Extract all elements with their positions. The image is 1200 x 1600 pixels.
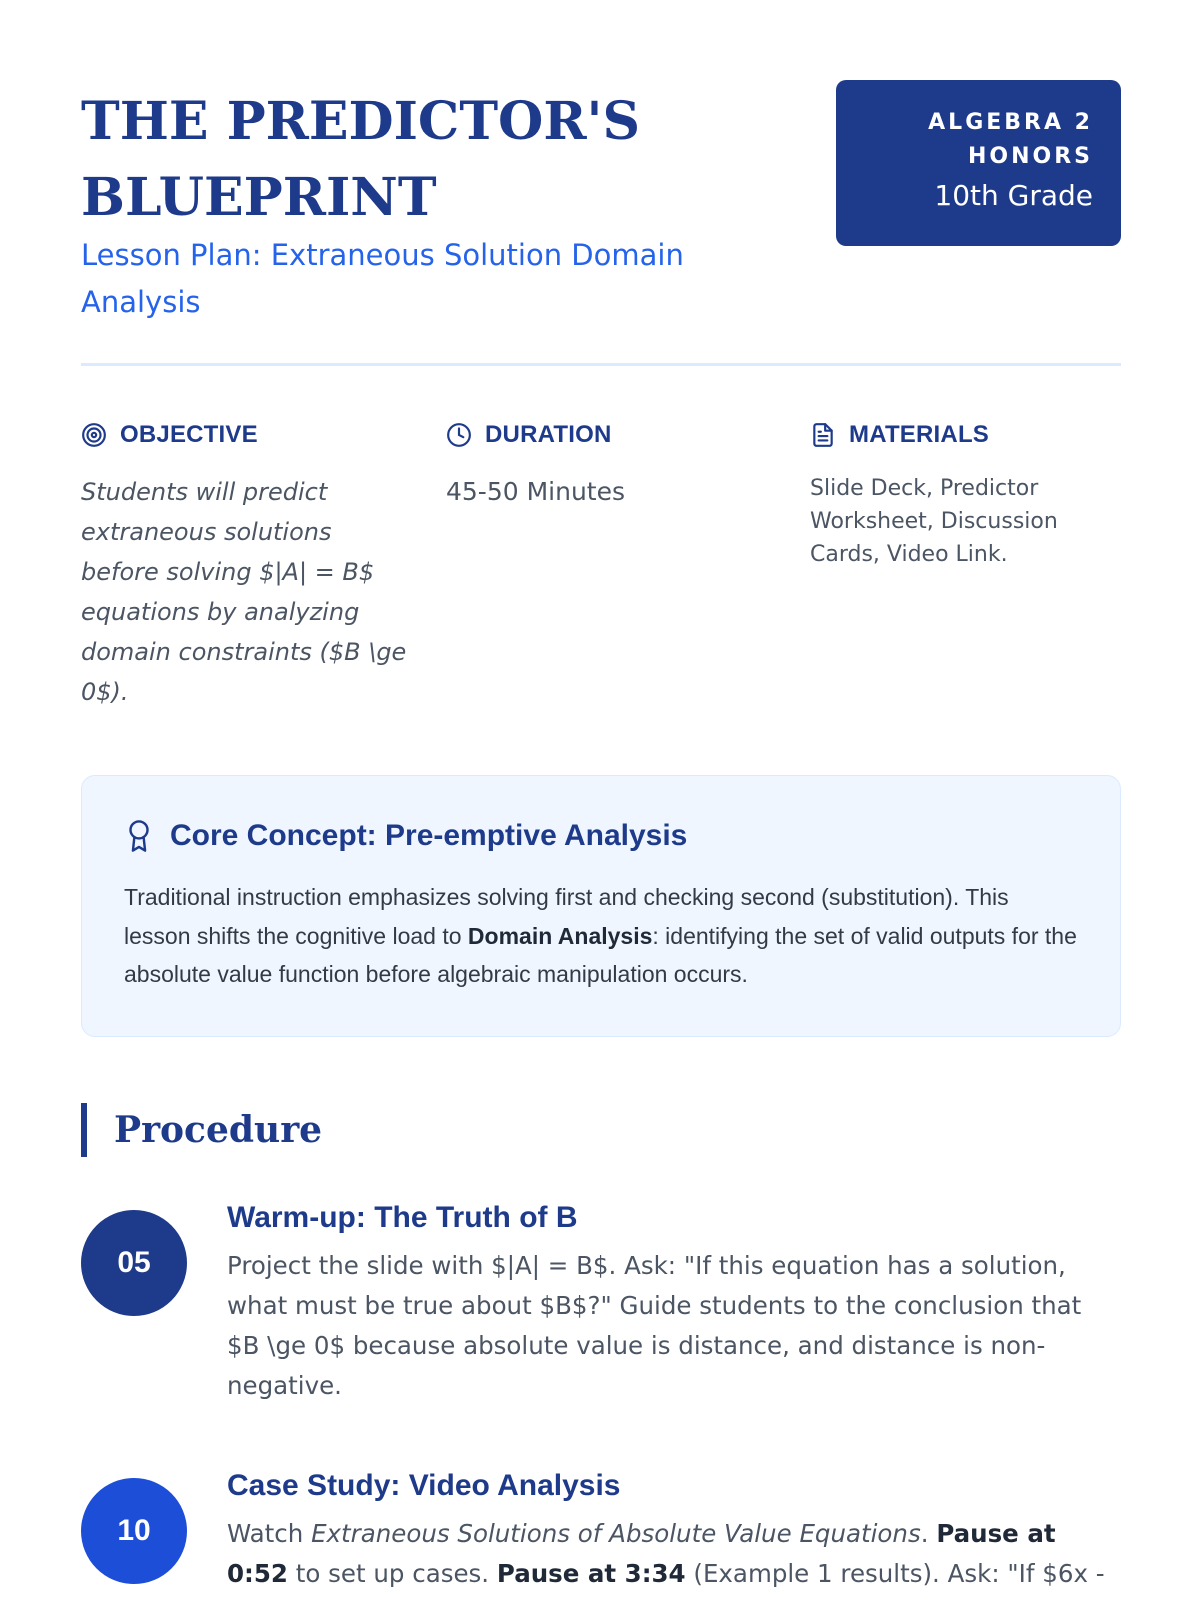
objective-text: Students will predict extraneous solutions before solving $|A| = B$ equations by analyzing domain constraints ($B \ge 0$). (81, 478, 407, 706)
clock-icon (446, 422, 472, 448)
lesson-meta (81, 418, 1121, 718)
materials-text: Slide Deck, Predictor Worksheet, Discussion Cards, Video Link. (810, 476, 1058, 567)
step-desc-text: . (920, 1519, 937, 1548)
materials-header (810, 418, 1121, 452)
duration-header (446, 418, 776, 452)
step-minutes-badge: 10 (81, 1478, 187, 1584)
course-badge (836, 80, 1121, 246)
step-title: Case Study: Video Analysis (227, 1469, 621, 1502)
procedure-title: Procedure (114, 1109, 323, 1151)
step-content (227, 1198, 1121, 1406)
objective-section (81, 418, 411, 712)
lesson-plan-page (81, 0, 1121, 1588)
materials-label: MATERIALS (849, 421, 990, 448)
objective-label: OBJECTIVE (120, 421, 258, 448)
core-concept-card (81, 775, 1121, 1037)
duration-section (446, 418, 776, 512)
pause-marker: Pause at 3:34 (496, 1559, 686, 1588)
concept-title: Core Concept: Pre-emptive Analysis (170, 819, 688, 852)
step-desc-text: to set up cases. (287, 1559, 497, 1588)
pause-marker: Pause at 0:52 (227, 1519, 1056, 1588)
page-subtitle: Lesson Plan: Extraneous Solution Domain Analysis (81, 238, 684, 319)
concept-header (124, 816, 1080, 856)
concept-body (124, 878, 1080, 994)
procedure-heading (81, 1103, 322, 1157)
step-description: Project the slide with $|A| = B$. Ask: "If this equation has a solution, what must be true about $B$?" Guide students to the conclusion that $B \ge 0$ because absolute value is distance, and distance is non-negative. (227, 1251, 1082, 1400)
step-description (227, 1514, 1121, 1594)
document-icon (810, 422, 836, 448)
award-ribbon-icon (124, 819, 154, 853)
duration-text: 45-50 Minutes (446, 477, 626, 506)
step-minutes-badge: 05 (81, 1210, 187, 1316)
step-desc-text: Watch (227, 1519, 312, 1548)
video-title: Extraneous Solutions of Absolute Value Equations (311, 1519, 921, 1548)
materials-section (810, 418, 1121, 571)
header (81, 0, 1121, 365)
objective-header (81, 418, 411, 452)
grade-label: 10th Grade (934, 179, 1093, 212)
target-icon (81, 422, 107, 448)
concept-body-text-end: : identifying the set of valid outputs for the absolute value function before algebraic manipulation occurs. (124, 922, 1077, 987)
duration-label: DURATION (485, 421, 612, 448)
step-desc-text: (Example 1 results). Ask: "If $6x - (685, 1559, 1105, 1588)
header-divider (81, 363, 1121, 366)
step-title: Warm-up: The Truth of B (227, 1201, 578, 1234)
step-content (227, 1466, 1121, 1594)
concept-body-emphasis: Domain Analysis (467, 922, 653, 949)
course-label: ALGEBRA 2 HONORS (928, 110, 1093, 169)
page-title: THE PREDICTOR'S BLUEPRINT (81, 91, 640, 228)
concept-body-text: Traditional instruction emphasizes solving first and checking second (substitution). This lesson shifts the cognitive load to (124, 884, 1009, 949)
